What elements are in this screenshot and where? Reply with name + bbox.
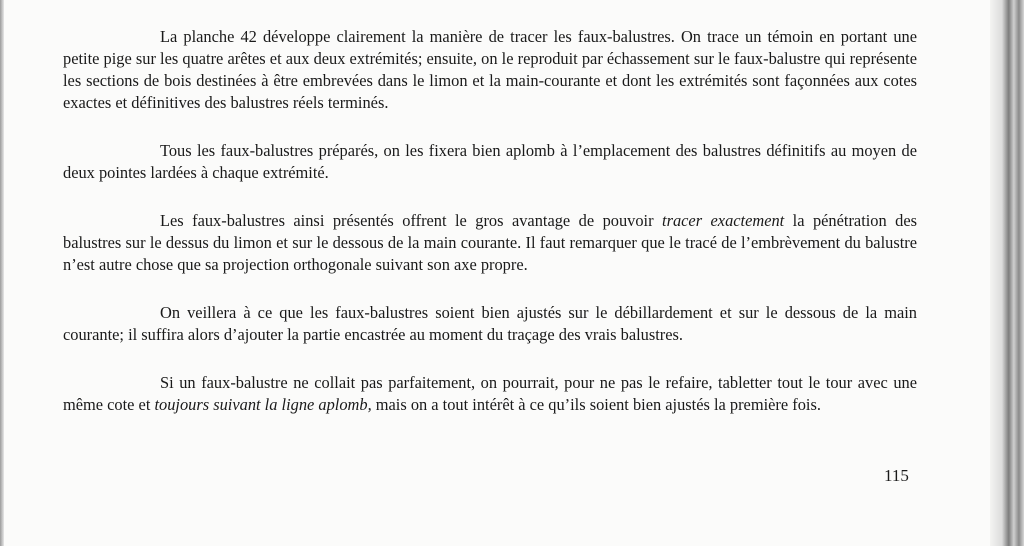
paragraph-4: On veillera à ce que les faux-balustres soient bien ajustés sur le débillardement et sur le dessous de la main courante; il suffira alors d’ajouter la partie encastrée au moment du traçage des vrais balustres.	[63, 303, 917, 344]
book-edge	[990, 0, 1024, 546]
paragraph-5-emphasis: toujours suivant la ligne aplomb,	[154, 395, 372, 414]
paragraph-3-emphasis: tracer exactement	[662, 211, 785, 230]
body-text	[63, 26, 917, 442]
page-gutter-shadow	[0, 0, 4, 546]
paragraph-3-start: Les faux-balustres ainsi présentés offrent le gros avantage de pouvoir	[160, 211, 663, 230]
page-number: 115	[884, 466, 909, 485]
paragraph-3-end: la pénétration des balustres sur le dessus du limon et sur le dessous de la main courante. Il faut remarquer que le tracé de l’embrèvement du balustre n’est autre chose que sa projection orthogonale suivant son axe propre.	[63, 211, 917, 274]
paragraph-5-start: Si un faux-balustre ne collait pas parfaitement, on pourrait, pour ne pas le refaire, tabletter tout le tour avec une même cote et	[63, 373, 917, 414]
paragraph-1: La planche 42 développe clairement la manière de tracer les faux-balustres. On trace un témoin en portant une petite pige sur les quatre arêtes et aux deux extrémités; ensuite, on le reproduit par échassement sur le faux-balustre qui représente les sections de bois destinées à être embrevées dans le limon et la main-courante et dont les extrémités sont façonnées aux cotes exactes et définitives des balustres réels terminés.	[63, 27, 917, 112]
paragraph-2: Tous les faux-balustres préparés, on les fixera bien aplomb à l’emplacement des balustres définitifs au moyen de deux pointes lardées à chaque extrémité.	[63, 141, 917, 182]
paragraph-5	[63, 372, 917, 416]
paragraph-3	[63, 210, 917, 276]
paragraph-5-end: mais on a tout intérêt à ce qu’ils soient bien ajustés la première fois.	[371, 395, 821, 414]
